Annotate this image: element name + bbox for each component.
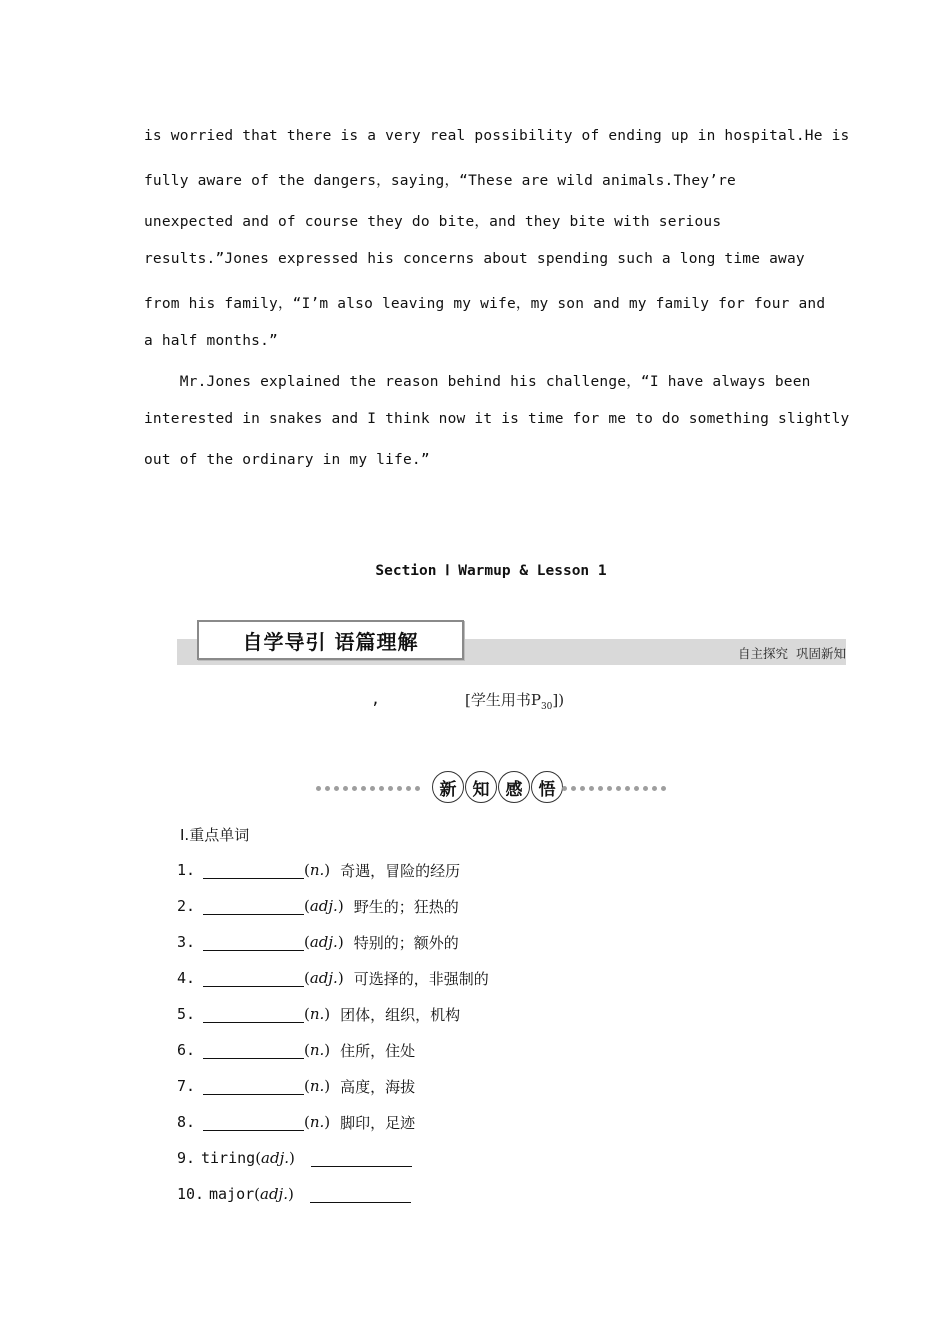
item-number: 9.: [177, 1149, 196, 1167]
reference-close: ]): [552, 691, 565, 709]
vocab-item: [177, 966, 489, 990]
item-meaning: 奇遇，冒险的经历: [340, 861, 461, 880]
passage-line: Mr.Jones explained the reason behind his challenge，“I have always been: [144, 374, 811, 390]
item-meaning: 高度，海拔: [340, 1077, 416, 1096]
item-number: 7.: [177, 1077, 196, 1095]
answer-blank[interactable]: [203, 1078, 304, 1095]
vocab-item: [177, 1110, 415, 1134]
item-meaning: 可选择的，非强制的: [353, 969, 489, 988]
answer-blank[interactable]: [203, 898, 304, 915]
item-meaning: 特别的；额外的: [353, 933, 459, 952]
passage-line: is worried that there is a very real possibility of ending up in hospital.He is: [144, 128, 850, 144]
answer-blank[interactable]: [203, 934, 304, 951]
item-meaning: 住所，住处: [340, 1041, 416, 1060]
section-title: Section Ⅰ Warmup & Lesson 1: [375, 563, 607, 579]
item-number: 8.: [177, 1113, 196, 1131]
part-of-speech: (adj.): [255, 1149, 295, 1167]
textbook-reference: [465, 689, 564, 712]
reference-text: [学生用书P: [465, 691, 541, 709]
vocab-item: [177, 1182, 411, 1206]
section-decoration: [316, 771, 676, 807]
answer-blank[interactable]: [203, 970, 304, 987]
item-number: 2.: [177, 897, 196, 915]
item-number: 6.: [177, 1041, 196, 1059]
passage-line: fully aware of the dangers，saying，“These are wild animals.They’re: [144, 173, 736, 189]
part-of-speech: (n.): [304, 1005, 331, 1023]
circled-char: 悟: [531, 771, 563, 803]
item-number: 1.: [177, 861, 196, 879]
reference-page: 30: [540, 702, 553, 712]
dots-left: [316, 786, 420, 791]
item-number: 3.: [177, 933, 196, 951]
circled-char: 感: [498, 771, 530, 803]
answer-blank[interactable]: [203, 1006, 304, 1023]
vocab-item: [177, 1002, 460, 1026]
passage-line: a half months.”: [144, 333, 278, 349]
vocab-item: [177, 1146, 412, 1170]
banner-title: 自学导引 语篇理解: [197, 620, 464, 660]
part-of-speech: (n.): [304, 1077, 331, 1095]
part-of-speech: (n.): [304, 861, 331, 879]
vocab-item: [177, 858, 460, 882]
circled-char: 知: [465, 771, 497, 803]
circled-title: [432, 771, 563, 803]
vocab-heading: Ⅰ.重点单词: [180, 826, 250, 844]
vocab-item: [177, 1074, 415, 1098]
answer-blank[interactable]: [311, 1150, 412, 1167]
item-meaning: 团体，组织，机构: [340, 1005, 461, 1024]
reference-comma: ,: [371, 690, 381, 708]
item-meaning: 脚印，足迹: [340, 1113, 416, 1132]
item-number: 5.: [177, 1005, 196, 1023]
item-number: 4.: [177, 969, 196, 987]
answer-blank[interactable]: [203, 862, 304, 879]
part-of-speech: (adj.): [304, 969, 344, 987]
part-of-speech: (adj.): [304, 933, 344, 951]
dots-right: [562, 786, 666, 791]
item-word: major: [209, 1185, 255, 1203]
circled-char: 新: [432, 771, 464, 803]
passage-line: results.”Jones expressed his concerns about spending such a long time away: [144, 251, 805, 267]
item-word: tiring: [201, 1149, 256, 1167]
item-number: 10.: [177, 1185, 205, 1203]
passage-line: out of the ordinary in my life.”: [144, 452, 430, 468]
answer-blank[interactable]: [203, 1042, 304, 1059]
banner-subtitle: 自主探究 巩固新知: [738, 646, 846, 661]
passage-line: from his family，“I’m also leaving my wife，my son and my family for four and: [144, 296, 826, 312]
part-of-speech: (adj.): [304, 897, 344, 915]
part-of-speech: (n.): [304, 1041, 331, 1059]
passage-line: interested in snakes and I think now it is time for me to do something slightly: [144, 411, 850, 427]
vocab-item: [177, 930, 459, 954]
part-of-speech: (n.): [304, 1113, 331, 1131]
answer-blank[interactable]: [310, 1186, 411, 1203]
answer-blank[interactable]: [203, 1114, 304, 1131]
vocab-item: [177, 1038, 415, 1062]
passage-line: unexpected and of course they do bite，and they bite with serious: [144, 214, 722, 230]
vocab-item: [177, 894, 459, 918]
part-of-speech: (adj.): [254, 1185, 294, 1203]
item-meaning: 野生的；狂热的: [353, 897, 459, 916]
